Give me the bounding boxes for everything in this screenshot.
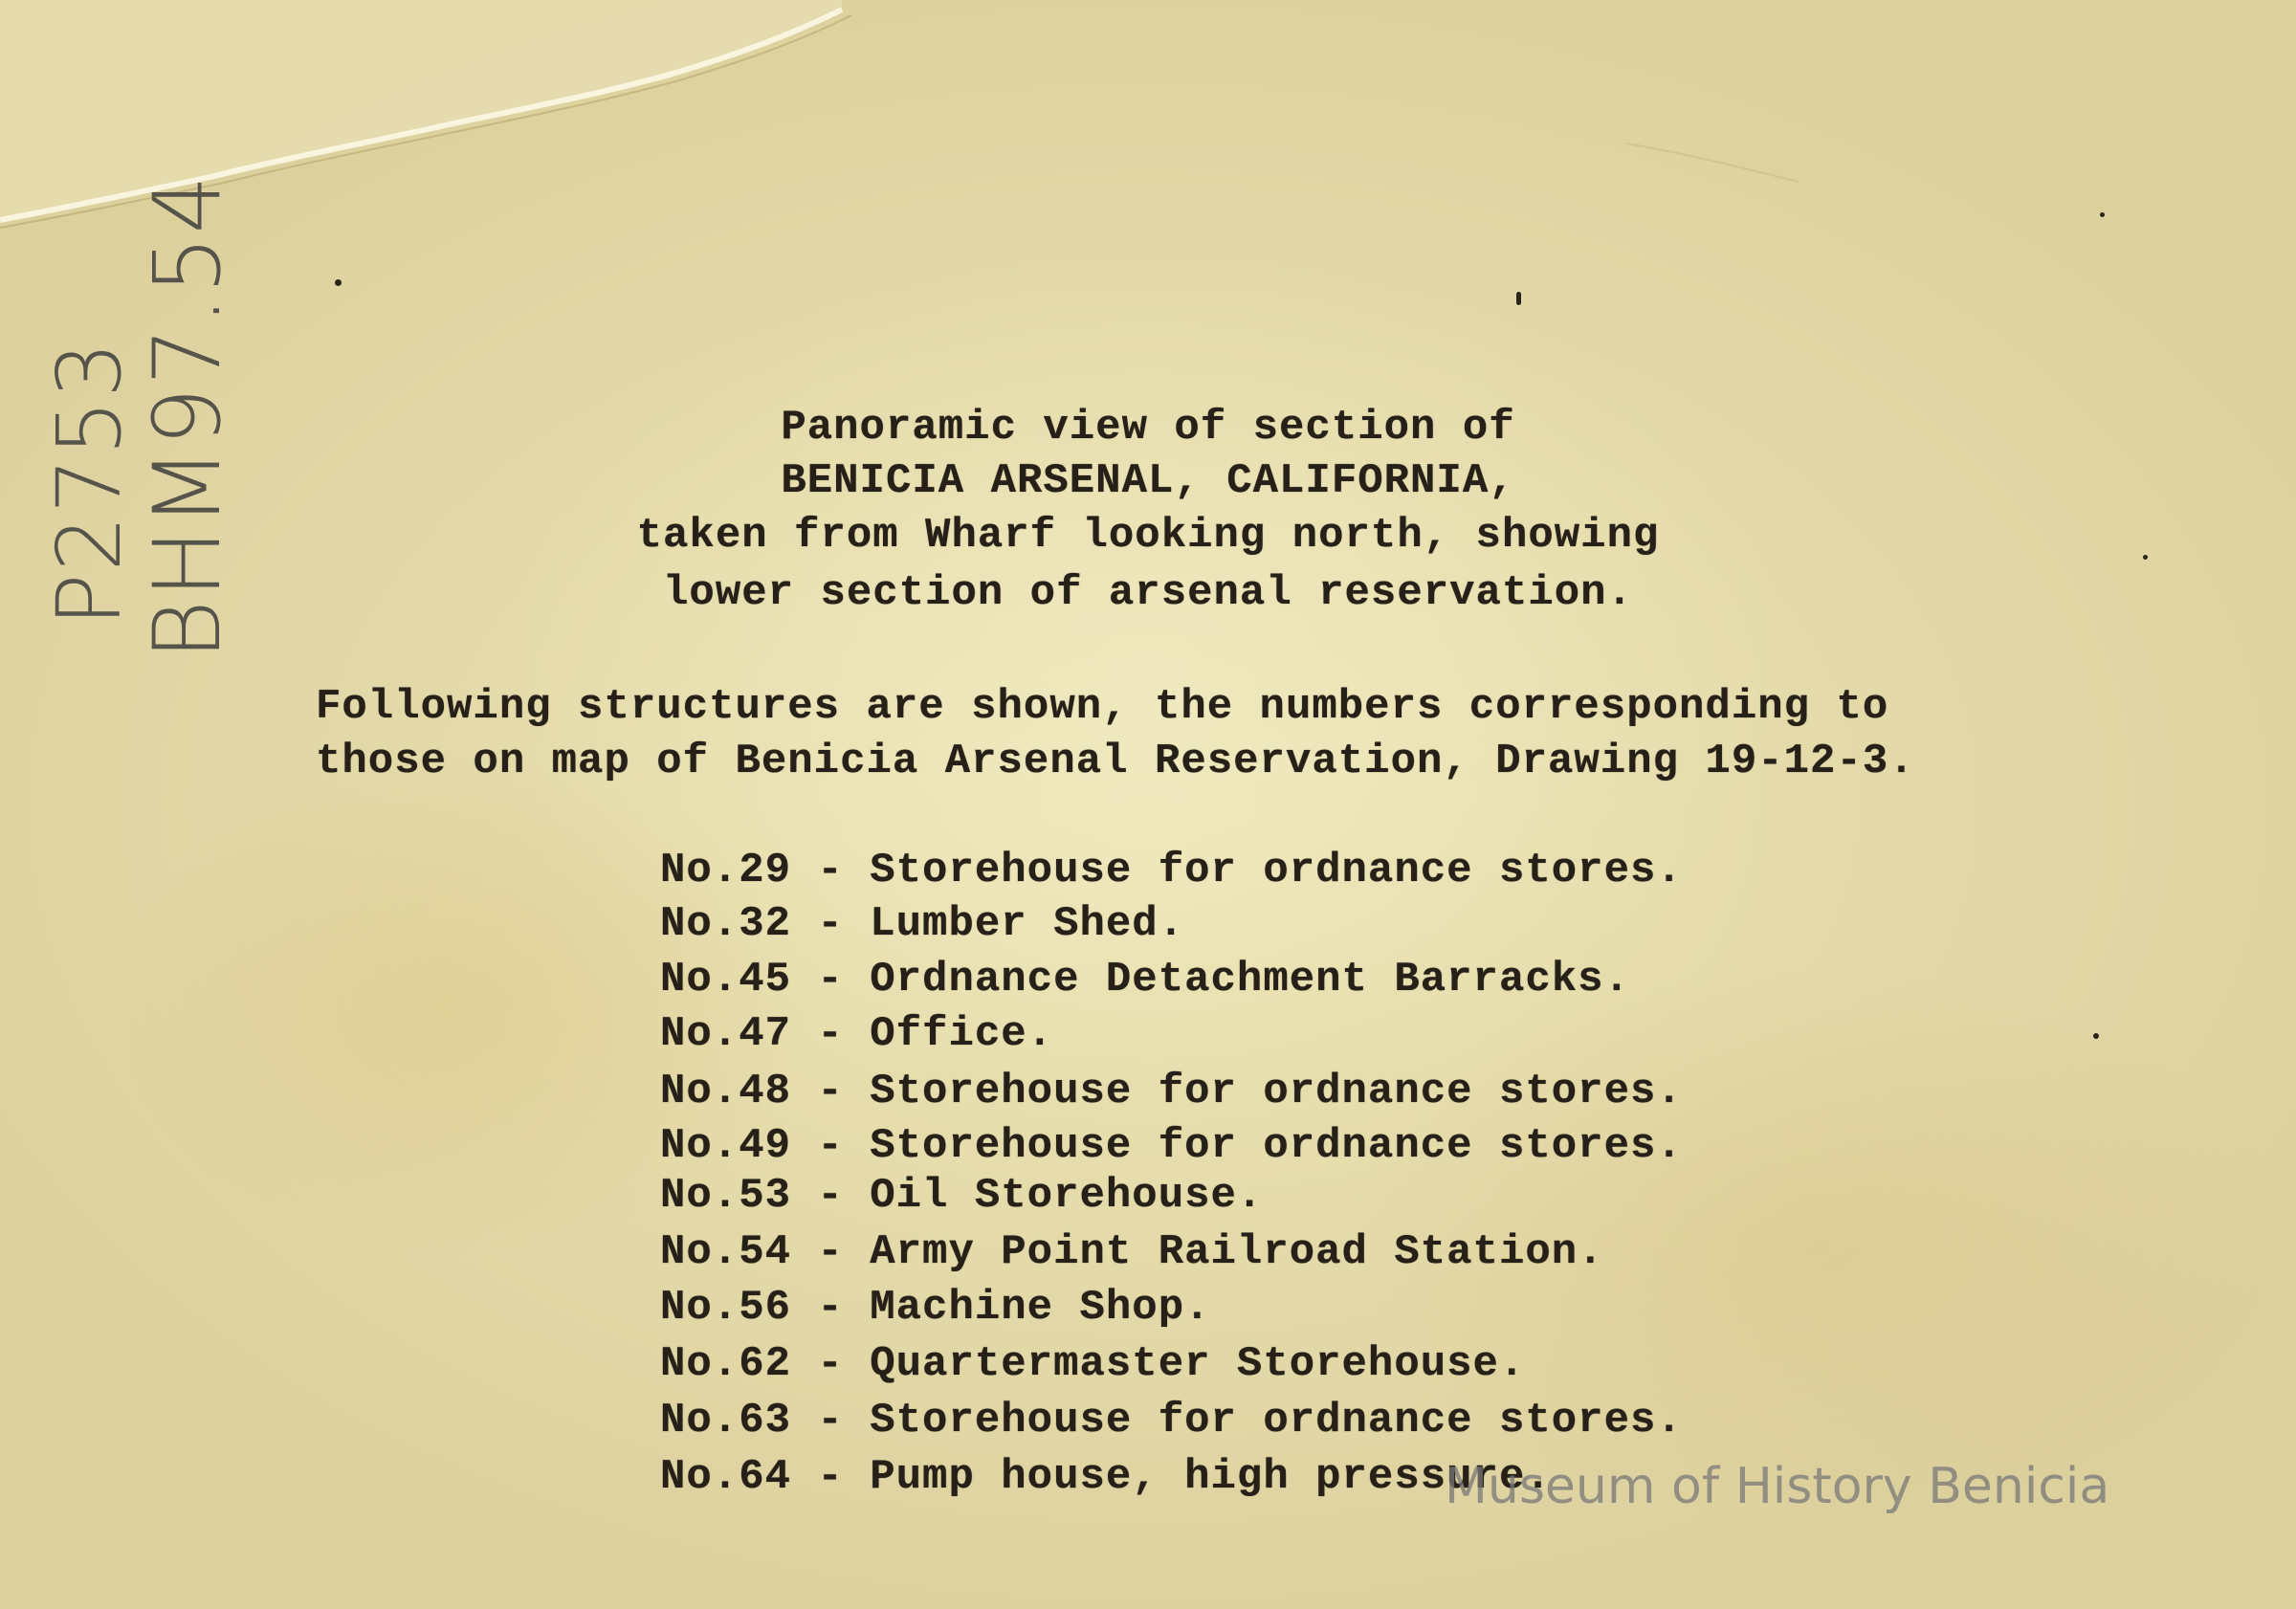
structure-description: Storehouse for ordnance stores. — [870, 847, 1683, 894]
list-item: No.49 - Storehouse for ordnance stores. — [660, 1122, 1683, 1170]
structure-description: Pump house, high pressure. — [870, 1453, 1552, 1501]
list-item: No.53 - Oil Storehouse. — [660, 1172, 1264, 1220]
structure-description: Ordnance Detachment Barracks. — [870, 956, 1630, 1003]
structure-description: Lumber Shed. — [870, 900, 1185, 948]
structure-number: No.29 — [660, 847, 792, 894]
museum-watermark: Museum of History Benicia — [1445, 1458, 2110, 1515]
structure-description: Army Point Railroad Station. — [870, 1228, 1604, 1276]
structure-number: No.63 — [660, 1397, 792, 1444]
structure-number: No.64 — [660, 1453, 792, 1501]
list-item: No.45 - Ordnance Detachment Barracks. — [660, 956, 1630, 1003]
caption-line: taken from Wharf looking north, showing — [636, 512, 1660, 560]
structure-number: No.45 — [660, 956, 792, 1003]
structure-number: No.53 — [660, 1172, 792, 1220]
handwritten-catalog-number: BHM97.54 — [134, 173, 241, 660]
list-item: No.47 - Office. — [660, 1010, 1054, 1058]
structure-description: Oil Storehouse. — [870, 1172, 1264, 1220]
list-item: No.29 - Storehouse for ordnance stores. — [660, 847, 1683, 894]
list-item: No.54 - Army Point Railroad Station. — [660, 1228, 1604, 1276]
list-item: No.48 - Storehouse for ordnance stores. — [660, 1068, 1683, 1115]
structure-number: No.62 — [660, 1340, 792, 1388]
ink-speck — [2093, 1033, 2099, 1039]
structure-number: No.54 — [660, 1228, 792, 1276]
structure-description: Quartermaster Storehouse. — [870, 1340, 1526, 1388]
caption-line: Panoramic view of section of — [781, 404, 1515, 452]
structure-description: Storehouse for ordnance stores. — [870, 1122, 1683, 1170]
structure-number: No.47 — [660, 1010, 792, 1058]
structure-description: Machine Shop. — [870, 1284, 1211, 1332]
list-item: No.62 - Quartermaster Storehouse. — [660, 1340, 1526, 1388]
structure-description: Storehouse for ordnance stores. — [870, 1397, 1683, 1444]
structure-description: Storehouse for ordnance stores. — [870, 1068, 1683, 1115]
structure-number: No.56 — [660, 1284, 792, 1332]
list-item: No.63 - Storehouse for ordnance stores. — [660, 1397, 1683, 1444]
torn-paper-edge — [0, 0, 2296, 249]
ink-speck — [2100, 212, 2105, 217]
caption-line: BENICIA ARSENAL, CALIFORNIA, — [781, 457, 1515, 505]
ink-speck — [335, 279, 342, 286]
structure-number: No.49 — [660, 1122, 792, 1170]
list-item: No.56 - Machine Shop. — [660, 1284, 1211, 1332]
list-item: No.64 - Pump house, high pressure. — [660, 1453, 1552, 1501]
intro-line: those on map of Benicia Arsenal Reservation, Drawing 19-12-3. — [316, 738, 1915, 785]
caption-line: lower section of arsenal reservation. — [663, 569, 1633, 617]
structure-number: No.32 — [660, 900, 792, 948]
intro-line: Following structures are shown, the numbers corresponding to — [316, 683, 1889, 731]
ink-speck — [1516, 292, 1521, 305]
structure-number: No.48 — [660, 1068, 792, 1115]
handwritten-accession-number: P2753 — [38, 340, 141, 627]
structure-description: Office. — [870, 1010, 1054, 1058]
list-item: No.32 - Lumber Shed. — [660, 900, 1185, 948]
